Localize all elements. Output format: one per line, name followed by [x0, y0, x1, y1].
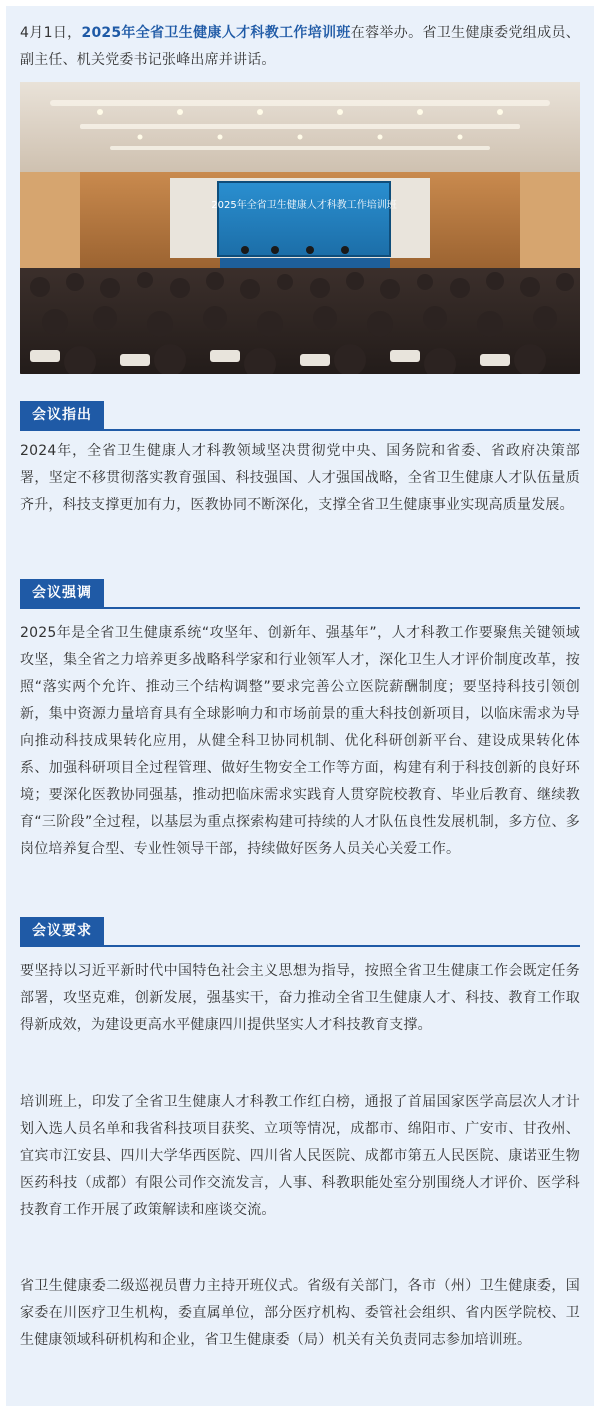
article-card	[6, 6, 594, 1406]
section-body-3c	[20, 1273, 580, 1354]
section-paragraph: 2025年是全省卫生健康系统“攻坚年、创新年、强基年”，人才科教工作要聚焦关键领域攻坚，集全省之力培养更多战略科学家和行业领军人才，深化卫生人才评价制度改革，按照“落实两个允许、推动三个结构调整”要求完善公立医院薪酬制度；要坚持科技引领创新，集中资源力量培育具有全球影响力和市场前景的重大科技创新项目，以临床需求为导向推动科技成果转化应用，从健全科卫协同机制、优化科研创新平台、建设成果转化体系、加强科研项目全过程管理、做好生物安全工作等方面，构建有利于科技创新的良好环境；要深化医教协同强基，推动把临床需求实践育人贯穿院校教育、毕业后教育、继续教育“三阶段”全过程，以基层为重点探索构建可持续的人才队伍良性发展机制，多方位、多岗位培养复合型、专业性领导干部，持续做好医务人员关心关爱工作。	[20, 625, 580, 857]
section-label: 会议强调	[20, 579, 104, 607]
section-paragraph: 省卫生健康委二级巡视员曹力主持开班仪式。省级有关部门，各市（州）卫生健康委，国家委在川医疗卫生机构，委直属单位，部分医疗机构、委管社会组织、省内医学院校、卫生健康领域科研机构和企业，省卫生健康委（局）机关有关负责同志参加培训班。	[20, 1278, 580, 1348]
section-body-1	[20, 438, 580, 519]
section-paragraph: 要坚持以习近平新时代中国特色社会主义思想为指导，按照全省卫生健康工作会既定任务部署，攻坚克难，创新发展，强基实干，奋力推动全省卫生健康人才、科技、教育工作取得新成效，为建设更高水平健康四川提供坚实人才科技教育支撑。	[20, 963, 580, 1033]
section-body-2	[20, 620, 580, 863]
section-label: 会议要求	[20, 917, 104, 945]
section-heading-meeting-emphasized	[20, 579, 580, 609]
meeting-photo	[20, 82, 580, 374]
intro-date: 4月1日，	[20, 25, 82, 41]
section-heading-meeting-pointed-out	[20, 401, 580, 431]
section-heading-meeting-required	[20, 917, 580, 947]
screen-title: 2025年全省卫生健康人才科教工作培训班	[211, 200, 397, 211]
section-divider	[20, 429, 580, 431]
section-body-3a	[20, 958, 580, 1039]
section-divider	[20, 607, 580, 609]
intro-paragraph	[20, 14, 580, 74]
section-divider	[20, 945, 580, 947]
intro-rest: 在蓉举办。省卫生健康委党组成员、副主任、机关党委书记张峰出席并讲话。	[20, 25, 580, 68]
event-name: 2025年全省卫生健康人才科教工作培训班	[81, 25, 351, 41]
section-body-3b	[20, 1089, 580, 1224]
section-label: 会议指出	[20, 401, 104, 429]
section-paragraph: 2024年，全省卫生健康人才科教领域坚决贯彻党中央、国务院和省委、省政府决策部署，坚定不移贯彻落实教育强国、科技强国、人才强国战略，全省卫生健康人才队伍量质齐升，科技支撑更加有力，医教协同不断深化，支撑全省卫生健康事业实现高质量发展。	[20, 443, 580, 513]
section-paragraph: 培训班上，印发了全省卫生健康人才科教工作红白榜，通报了首届国家医学高层次人才计划入选人员名单和我省科技项目获奖、立项等情况，成都市、绵阳市、广安市、甘孜州、宜宾市江安县、四川大学华西医院、四川省人民医院、成都市第五人民医院、康诺亚生物医药科技（成都）有限公司作交流发言，人事、科教职能处室分别围绕人才评价、医学科技教育工作开展了政策解读和座谈交流。	[20, 1094, 580, 1218]
